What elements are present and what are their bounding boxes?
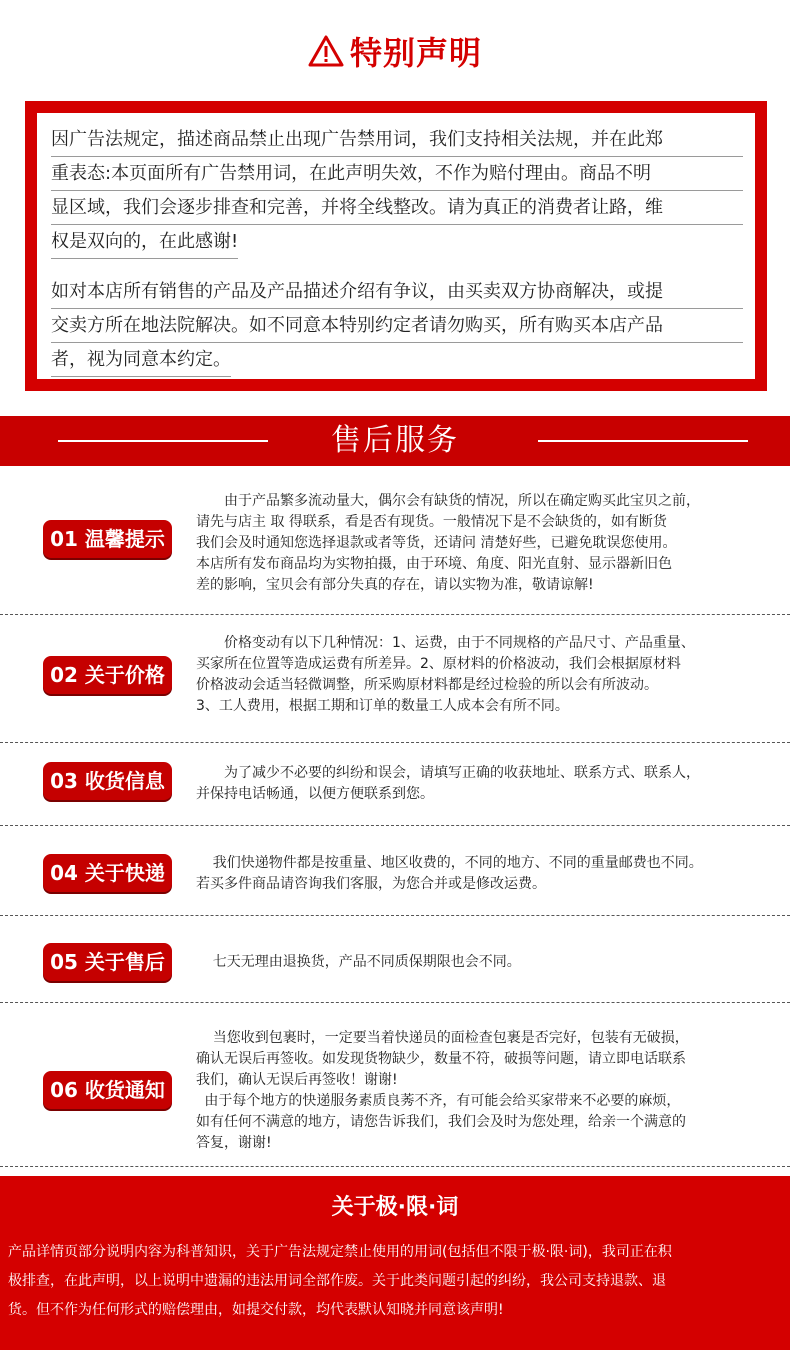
service-text-line: 七天无理由退换货，产品不同质保期限也会不同。 bbox=[212, 954, 521, 970]
notice-line: 显区域，我们会逐步排查和完善，并将全线整改。请为真正的消费者让路，维 bbox=[51, 191, 743, 225]
service-item-aftersales bbox=[0, 940, 790, 990]
service-text-line: 请先与店主 取 得联系，看是否有现货。一般情况下是不会缺货的，如有断货 bbox=[196, 514, 667, 530]
notice-box bbox=[25, 101, 767, 391]
service-item-receipt-notice bbox=[0, 1028, 790, 1158]
service-text-line: 如有任何不满意的地方，请您告诉我们，我们会及时为您处理，给亲一个满意的 bbox=[196, 1114, 686, 1130]
service-text-line: 由于产品繁多流动量大，偶尔会有缺货的情况，所以在确定购买此宝贝之前， bbox=[224, 493, 700, 509]
service-text-line: 我们，确认无误后再签收！谢谢! bbox=[196, 1072, 398, 1088]
service-badge: 05 关于售后 bbox=[43, 943, 172, 981]
notice-line: 重表态:本页面所有广告禁用词，在此声明失效，不作为赔付理由。商品不明 bbox=[51, 157, 743, 191]
service-item-express bbox=[0, 850, 790, 910]
service-text-line: 由于每个地方的快递服务素质良莠不齐，有可能会给买家带来不必要的麻烦， bbox=[204, 1093, 681, 1109]
service-badge: 06 收货通知 bbox=[43, 1071, 172, 1109]
limit-words-text bbox=[8, 1238, 786, 1325]
notice-line: 因广告法规定，描述商品禁止出现广告禁用词，我们支持相关法规，并在此郑 bbox=[51, 123, 743, 157]
limit-words-title: 关于极·限·词 bbox=[331, 1195, 459, 1220]
service-badge: 01 温馨提示 bbox=[43, 520, 172, 558]
service-text bbox=[196, 763, 776, 805]
service-text-line: 价格波动会适当轻微调整，所采购原材料都是经过检验的所以会有所波动。 bbox=[196, 677, 658, 693]
service-text-line: 当您收到包裹时，一定要当着快递员的面检查包裹是否完好，包装有无破损， bbox=[212, 1030, 689, 1046]
section-divider bbox=[0, 825, 790, 826]
service-text-line: 为了减少不必要的纠纷和误会，请填写正确的收获地址、联系方式、联系人， bbox=[224, 765, 700, 781]
limit-words-line: 产品详情页部分说明内容为科普知识，关于广告法规定禁止使用的用词(包括但不限于极·限·词)，我司正在积 bbox=[8, 1244, 672, 1260]
service-item-price bbox=[0, 630, 790, 735]
service-text-line: 我们会及时通知您选择退款或者等货，还请问 清楚好些，已避免耽误您使用。 bbox=[196, 535, 677, 551]
service-text bbox=[196, 952, 776, 973]
aftersales-title: 售后服务 bbox=[331, 423, 459, 458]
section-divider bbox=[0, 1166, 790, 1167]
limit-words-line: 极排查，在此声明，以上说明中遗漏的违法用词全部作废。关于此类问题引起的纠纷，我公司支持退款、退 bbox=[8, 1273, 666, 1289]
service-text-line: 答复，谢谢! bbox=[196, 1135, 272, 1151]
service-text-line: 本店所有发布商品均为实物拍摄，由于环境、角度、阳光直射、显示器新旧色 bbox=[196, 556, 672, 572]
notice-line: 交卖方所在地法院解决。如不同意本特别约定者请勿购买，所有购买本店产品 bbox=[51, 309, 743, 343]
page-title-text: 特别声明 bbox=[349, 34, 482, 72]
section-divider bbox=[0, 614, 790, 615]
section-divider bbox=[0, 1002, 790, 1003]
service-item-delivery-info bbox=[0, 760, 790, 820]
service-text bbox=[196, 853, 776, 895]
service-badge: 04 关于快递 bbox=[43, 854, 172, 892]
service-text-line: 买家所在位置等造成运费有所差异。2、原材料的价格波动，我们会根据原材料 bbox=[196, 656, 681, 672]
notice-paragraph-1 bbox=[51, 123, 743, 271]
service-text bbox=[196, 491, 776, 596]
service-text bbox=[196, 1028, 776, 1154]
service-item-tips bbox=[0, 488, 790, 608]
section-divider bbox=[0, 915, 790, 916]
page-title bbox=[308, 28, 482, 74]
notice-line: 者，视为同意本约定。 bbox=[51, 343, 231, 377]
service-text-line: 若买多件商品请咨询我们客服，为您合并或是修改运费。 bbox=[196, 876, 546, 892]
service-text-line: 我们快递物件都是按重量、地区收费的，不同的地方、不同的重量邮费也不同。 bbox=[212, 855, 703, 871]
section-divider bbox=[0, 742, 790, 743]
service-text bbox=[196, 633, 776, 717]
aftersales-band bbox=[0, 416, 790, 466]
warning-triangle-icon bbox=[308, 34, 344, 68]
service-text-line: 价格变动有以下几种情况：1、运费，由于不同规格的产品尺寸、产品重量、 bbox=[224, 635, 695, 651]
service-text-line: 并保持电话畅通，以便方便联系到您。 bbox=[196, 786, 434, 802]
service-text-line: 3、工人费用，根据工期和订单的数量工人成本会有所不同。 bbox=[196, 698, 569, 714]
special-notice-header bbox=[0, 28, 790, 72]
service-text-line: 确认无误后再签收。如发现货物缺少，数量不符，破损等问题，请立即电话联系 bbox=[196, 1051, 686, 1067]
limit-words-section bbox=[0, 1176, 790, 1350]
service-badge: 02 关于价格 bbox=[43, 656, 172, 694]
limit-words-line: 货。但不作为任何形式的赔偿理由，如提交付款，均代表默认知晓并同意该声明! bbox=[8, 1302, 504, 1318]
service-badge: 03 收货信息 bbox=[43, 762, 172, 800]
notice-line: 权是双向的，在此感谢! bbox=[51, 225, 238, 259]
notice-line: 如对本店所有销售的产品及产品描述介绍有争议，由买卖双方协商解决，或提 bbox=[51, 275, 743, 309]
notice-paragraph-2 bbox=[51, 275, 743, 389]
service-text-line: 差的影响，宝贝会有部分失真的存在，请以实物为准，敬请谅解! bbox=[196, 577, 594, 593]
